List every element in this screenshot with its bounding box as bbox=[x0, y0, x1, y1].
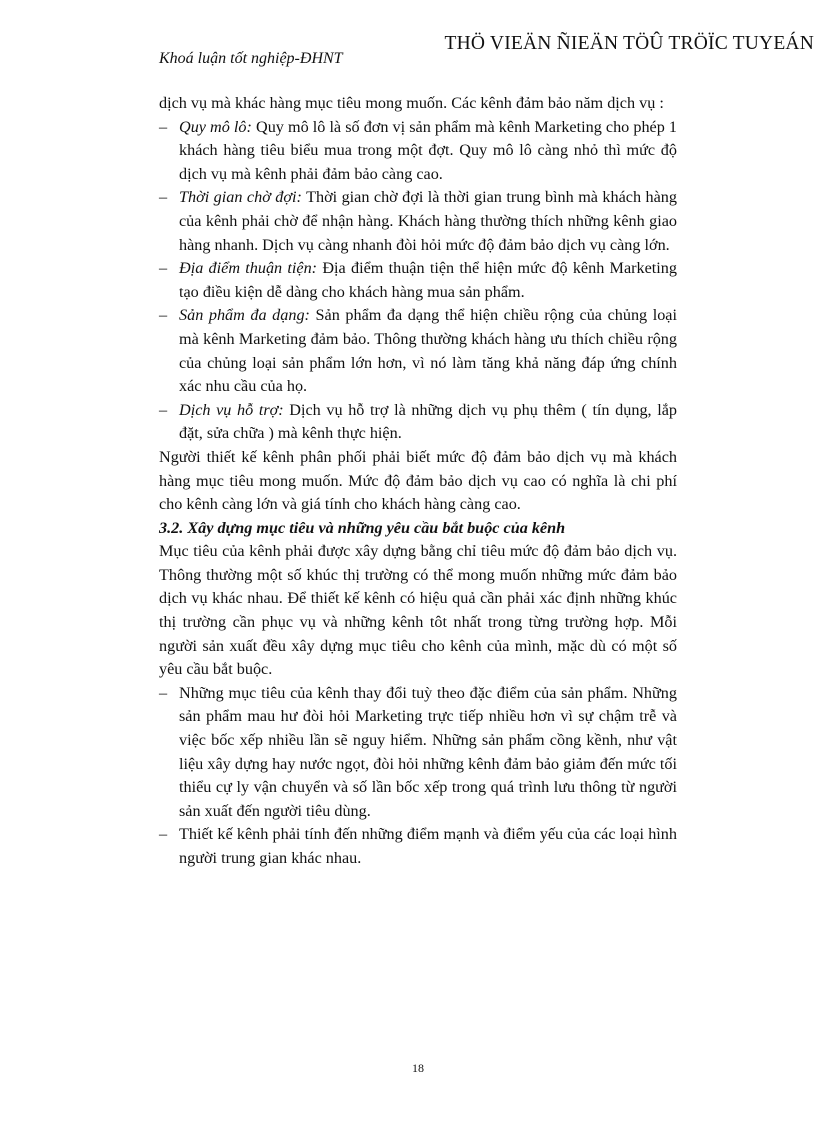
bullet-item bbox=[159, 186, 677, 257]
dash-marker: – bbox=[159, 259, 168, 278]
bullet-item bbox=[159, 399, 677, 446]
document-header: Khoá luận tốt nghiệp-ĐHNT bbox=[159, 50, 343, 67]
body-paragraph: Người thiết kế kênh phân phối phải biết mức độ đảm bảo dịch vụ mà khách hàng mục tiêu mong muốn. Mức độ đảm bảo dịch vụ cao có nghĩa là chi phí cho kênh càng lớn và giá tính cho khách hàng càng cao. bbox=[159, 447, 677, 514]
dash-marker: – bbox=[159, 306, 168, 325]
dash-marker: – bbox=[159, 400, 168, 419]
bullet-term: Dịch vụ hỗ trợ: bbox=[179, 400, 284, 419]
section-paragraph: Mục tiêu của kênh phải được xây dựng bằng chỉ tiêu mức độ đảm bảo dịch vụ. Thông thường một số khúc thị trường có thể mong muốn những mức đảm bảo dịch vụ khác nhau. Để thiết kế kênh có hiệu quả cần phải xác định những khúc thị trường cần phục vụ và những kênh tôt nhất trong từng trường hợp. Mỗi người sản xuất đều xây dựng mục tiêu cho kênh của mình, mặc dù có một số yêu cầu bắt buộc. bbox=[159, 542, 677, 679]
dash-marker: – bbox=[159, 683, 168, 702]
bullet-item bbox=[159, 116, 677, 187]
page-number: 18 bbox=[412, 1061, 424, 1075]
dash-marker: – bbox=[159, 825, 168, 844]
bullet-text: Dịch vụ hỗ trợ là những dịch vụ phụ thêm ( tín dụng, lắp đặt, sửa chữa ) mà kênh thực hiện. bbox=[179, 400, 677, 443]
intro-paragraph: dịch vụ mà khác hàng mục tiêu mong muốn. Các kênh đảm bảo năm dịch vụ : bbox=[159, 94, 664, 112]
bullet-term: Sản phẩm đa dạng: bbox=[179, 306, 310, 325]
page-content bbox=[159, 92, 677, 871]
bullet-text: Địa điểm thuận tiện thể hiện mức độ kênh Marketing tạo điều kiện dễ dàng cho khách hàng mua sản phẩm. bbox=[179, 259, 677, 301]
bullet-text: Thời gian chờ đợi là thời gian trung bình mà khách hàng của kênh phải chờ để nhận hàng. Khách hàng thường thích những kênh giao hàng nhanh. Dịch vụ càng nhanh đòi hỏi mức độ đảm bảo dịch vụ càng lớn. bbox=[179, 188, 677, 254]
bullet-text: Quy mô lô là số đơn vị sản phẩm mà kênh Marketing cho phép 1 khách hàng tiêu biểu mua trong một đợt. Quy mô lô càng nhỏ thì mức độ dịch vụ mà kênh phải đảm bảo càng cao. bbox=[179, 117, 677, 183]
bullet-item bbox=[159, 304, 677, 398]
bullet-text: Sản phẩm đa dạng thể hiện chiều rộng của chủng loại mà kênh Marketing đảm bảo. Thông thường khách hàng ưu thích chiều rộng của chủng loại sản phẩm lớn hơn, vì nó làm tăng khả năng đáp ứng chính xác nhu cầu của họ. bbox=[179, 306, 677, 396]
bullet-text: Thiết kế kênh phải tính đến những điểm mạnh và điểm yếu của các loại hình người trung gian khác nhau. bbox=[179, 825, 677, 867]
bullet-term: Thời gian chờ đợi: bbox=[179, 188, 302, 207]
bullet-text: Những mục tiêu của kênh thay đổi tuỳ theo đặc điểm của sản phẩm. Những sản phẩm mau hư đòi hỏi Marketing trực tiếp nhiều hơn vì sự chậm trễ và việc bốc xếp nhiều lần sẽ nguy hiểm. Những sản phẩm cồng kềnh, như vật liệu xây dựng hay nước ngọt, đòi hỏi những kênh đảm bảo giảm đến mức tối thiểu cự ly vận chuyển và số lần bốc xếp trong quá trình lưu thông từ người sản xuất đến người tiêu dùng. bbox=[179, 683, 677, 820]
bullet-item bbox=[159, 257, 677, 304]
dash-marker: – bbox=[159, 117, 168, 136]
bullet-term: Quy mô lô: bbox=[179, 117, 252, 136]
watermark-text: THÖ VIEÄN ÑIEÄN TÖÛ TRÖÏC TUYEÁN bbox=[444, 33, 814, 54]
bullet-item bbox=[159, 823, 677, 870]
section-heading: 3.2. Xây dựng mục tiêu và những yêu cầu bắt buộc của kênh bbox=[159, 518, 566, 537]
bullet-item bbox=[159, 682, 677, 824]
dash-marker: – bbox=[159, 188, 168, 207]
bullet-term: Địa điểm thuận tiện: bbox=[179, 259, 318, 278]
